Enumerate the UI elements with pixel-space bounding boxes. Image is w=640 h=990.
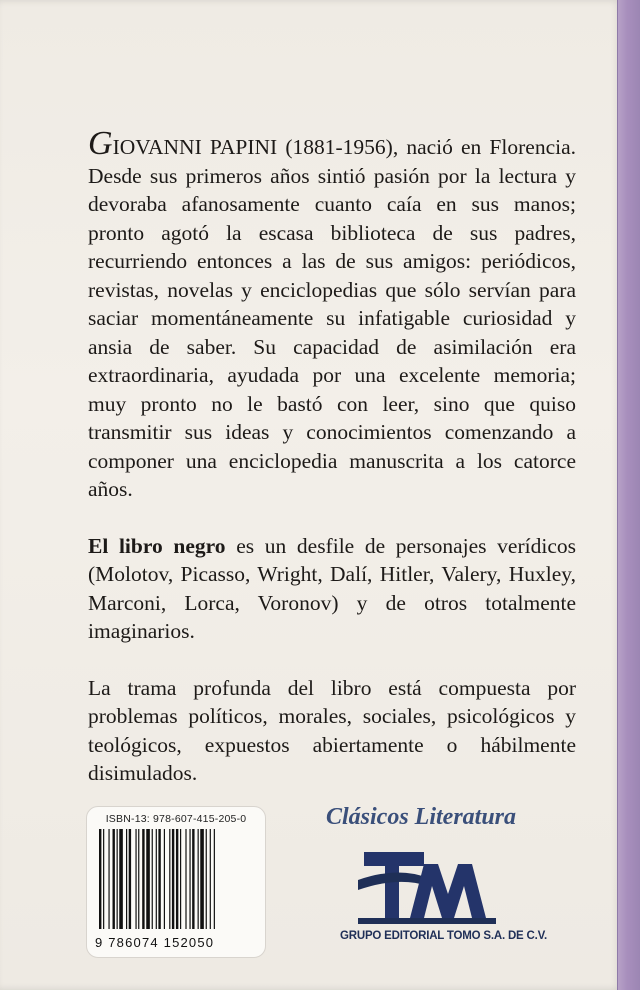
barcode-bars bbox=[97, 829, 255, 933]
barcode-digits: 9 786074 152050 bbox=[95, 935, 215, 950]
collection-title: Clásicos Literatura bbox=[326, 804, 517, 830]
publisher-name: GRUPO EDITORIAL TOMO S.A. DE C.V. bbox=[340, 930, 548, 942]
author-name: IOVANNI PAPINI bbox=[112, 135, 278, 159]
book-paragraph bbox=[88, 532, 576, 646]
synopsis bbox=[88, 125, 577, 788]
plot-text: La trama profunda del libro está compuesta por problemas políticos, morales, sociales, psicológicos y teológicos, expuestos abiertamente o hábilmente disimulados. bbox=[88, 675, 576, 785]
plot-paragraph bbox=[88, 674, 576, 788]
book-spine bbox=[617, 0, 640, 990]
book-title: El libro negro bbox=[88, 533, 226, 558]
publisher-logo bbox=[358, 850, 496, 926]
bio-text: (1881-1956), nació en Florencia. Desde sus primeros años sintió pasión por la lectura y devoraba afanosamente cuanto caía en sus manos; pronto agotó la escasa biblioteca de sus padres, recurriendo entonces a las de sus amigos: periódicos, revistas, novelas y enciclopedias que sólo servían para saciar momentáneamente su infatigable curiosidad y ansia de saber. Su capacidad de asimilación era extraordinaria, ayudada por una excelente memoria; muy pronto no le bastó con leer, sino que quiso transmitir sus ideas y conocimientos comenzando a componer una enciclopedia manuscrita a los catorce años. bbox=[88, 135, 577, 501]
barcode bbox=[86, 806, 266, 958]
bio-paragraph bbox=[88, 125, 577, 504]
book-text: es un desfile de personajes verídicos (Molotov, Picasso, Wright, Dalí, Hitler, Valery, Huxley, Marconi, Lorca, Voronov) y de otros totalmente imaginarios. bbox=[88, 533, 576, 643]
isbn-label: ISBN-13: 978-607-415-205-0 bbox=[105, 813, 247, 825]
drop-cap: G bbox=[88, 125, 113, 162]
